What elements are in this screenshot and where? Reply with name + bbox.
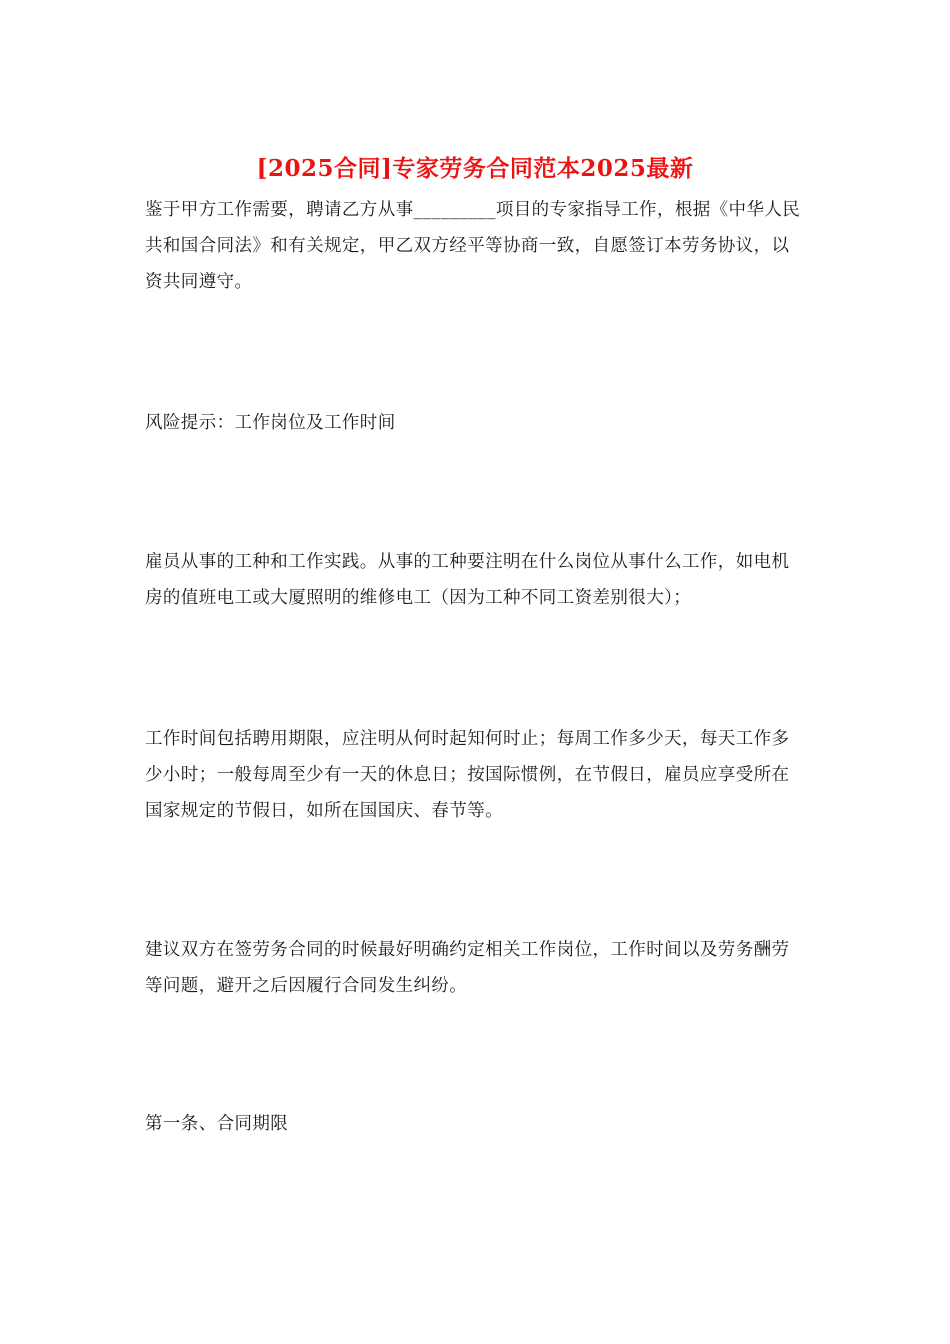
- document-title: [2025合同]专家劳务合同范本2025最新: [256, 155, 694, 182]
- article-one-heading: 第一条、合同期限: [145, 1114, 289, 1134]
- risk-heading: 风险提示：工作岗位及工作时间: [145, 413, 396, 433]
- worker-paragraph: 雇员从事的工种和工作实践。从事的工种要注明在什么岗位从事什么工作，如电机房的值班电工或大厦照明的维修电工（因为工种不同工资差别很大）；: [145, 552, 790, 608]
- work-time-paragraph: 工作时间包括聘用期限，应注明从何时起知何时止；每周工作多少天，每天工作多少小时；一般每周至少有一天的休息日；按国际惯例，在节假日，雇员应享受所在国家规定的节假日，如所在国国庆、春节等。: [145, 729, 790, 821]
- intro-paragraph: 鉴于甲方工作需要，聘请乙方从事_________项目的专家指导工作，根据《中华人民共和国合同法》和有关规定，甲乙双方经平等协商一致，自愿签订本劳务协议，以资共同遵守。: [145, 200, 801, 292]
- advice-paragraph: 建议双方在签劳务合同的时候最好明确约定相关工作岗位，工作时间以及劳务酬劳等问题，避开之后因履行合同发生纠纷。: [145, 940, 790, 996]
